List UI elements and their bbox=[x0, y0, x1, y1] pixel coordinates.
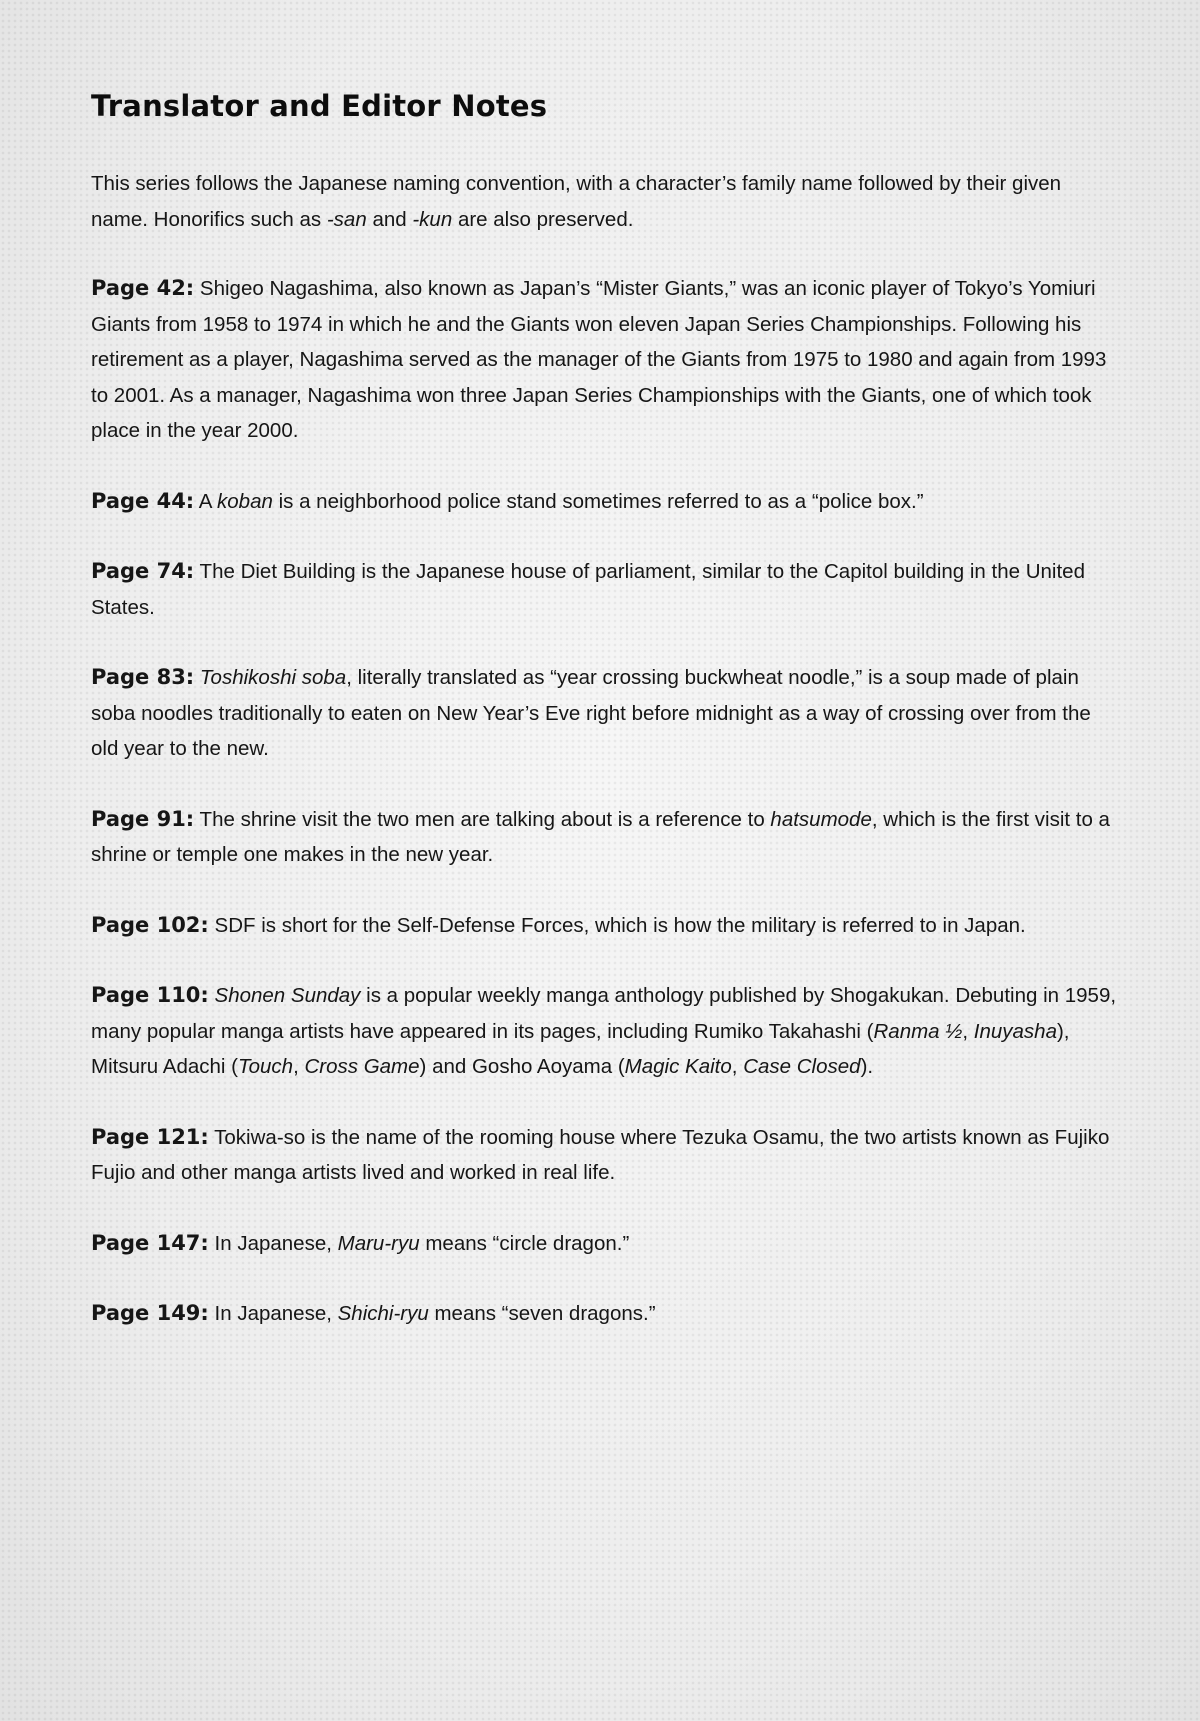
honorific-san: -san bbox=[326, 207, 367, 231]
note-page-label: Page 83: bbox=[91, 665, 195, 689]
note-text: , bbox=[962, 1019, 974, 1043]
notes-page bbox=[91, 84, 1121, 1367]
note-text: ). bbox=[860, 1055, 874, 1078]
note-text: SDF is short for the Self-Defense Forces, which is how the military is referred to in Japan. bbox=[208, 913, 1026, 937]
note-term: Inuyasha bbox=[973, 1019, 1057, 1043]
note-text: In Japanese, bbox=[208, 1231, 338, 1255]
note-text: ) and Gosho Aoyama ( bbox=[419, 1055, 625, 1078]
note-page-label: Page 110: bbox=[91, 983, 209, 1007]
note-text: In Japanese, bbox=[208, 1302, 338, 1325]
note-text: The shrine visit the two men are talking about is a reference to bbox=[194, 807, 771, 831]
honorific-kun: -kun bbox=[412, 207, 453, 231]
intro-text: and bbox=[366, 207, 413, 231]
note-page-label: Page 121: bbox=[91, 1124, 209, 1149]
note-term: Magic Kaito bbox=[624, 1055, 732, 1078]
note-term: Cross Game bbox=[304, 1055, 420, 1078]
note-text: means “seven dragons.” bbox=[428, 1302, 656, 1325]
note-text: is a neighborhood police stand sometimes referred to as a “police box.” bbox=[272, 489, 924, 513]
note-term: hatsumode bbox=[770, 807, 872, 831]
note-text: means “circle dragon.” bbox=[419, 1231, 630, 1255]
intro-paragraph bbox=[91, 166, 1121, 237]
note-page-110 bbox=[91, 978, 1121, 1085]
note-text: , bbox=[731, 1055, 744, 1078]
note-term: Toshikoshi soba bbox=[199, 666, 347, 689]
note-text: Tokiwa-so is the name of the rooming house where Tezuka Osamu, the two artists known as Fujiko Fujio and other manga artists lived and worked in real life. bbox=[91, 1125, 1110, 1184]
note-page-label: Page 147: bbox=[91, 1230, 209, 1255]
note-term: Shonen Sunday bbox=[214, 984, 361, 1007]
note-page-label: Page 42: bbox=[91, 276, 195, 300]
note-page-147 bbox=[91, 1226, 1121, 1262]
note-page-149 bbox=[91, 1296, 1121, 1332]
note-term: Case Closed bbox=[743, 1055, 861, 1078]
note-page-label: Page 44: bbox=[91, 488, 195, 513]
note-page-label: Page 91: bbox=[91, 806, 195, 831]
note-term: Touch bbox=[237, 1055, 294, 1078]
note-text: The Diet Building is the Japanese house of parliament, similar to the Capitol building in the United States. bbox=[91, 560, 1085, 619]
note-page-42 bbox=[91, 271, 1121, 449]
note-text: , literally translated as “year crossing buckwheat noodle,” is a soup made of plain soba noodles traditionally to eaten on New Year’s Eve right before midnight as a way of crossing over from the old year to the new. bbox=[91, 666, 1091, 760]
note-term: Shichi-ryu bbox=[337, 1302, 429, 1325]
note-text: , bbox=[293, 1055, 305, 1078]
note-page-74 bbox=[91, 554, 1121, 625]
note-text: Shigeo Nagashima, also known as Japan’s “Mister Giants,” was an iconic player of Tokyo’s Yomiuri Giants from 1958 to 1974 in which he and the Giants won eleven Japan Series Championships. Following his retirement as a player, Nagashima served as the manager of the Giants from 1975 to 1980 and again from 1993 to 2001. As a manager, Nagashima won three Japan Series Championships with the Giants, one of which took place in the year 2000. bbox=[91, 277, 1107, 442]
note-text: is a popular weekly manga anthology published by Shogakukan. Debuting in 1959, many popular manga artists have appeared in its pages, including Rumiko Takahashi ( bbox=[91, 984, 1117, 1043]
note-page-121 bbox=[91, 1120, 1121, 1191]
intro-text: are also preserved. bbox=[452, 207, 634, 231]
note-text: , which is the first visit to a shrine or temple one makes in the new year. bbox=[91, 807, 1110, 866]
note-page-label: Page 74: bbox=[91, 559, 195, 583]
page-title: Translator and Editor Notes bbox=[91, 89, 548, 123]
note-page-91 bbox=[91, 802, 1121, 873]
note-page-label: Page 102: bbox=[91, 912, 209, 937]
note-page-44 bbox=[91, 484, 1121, 520]
intro-text: This series follows the Japanese naming convention, with a character’s family name followed by their given name. Honorifics such as bbox=[91, 172, 1062, 231]
note-term: koban bbox=[217, 489, 273, 513]
note-text: A bbox=[194, 489, 218, 513]
note-page-102 bbox=[91, 908, 1121, 944]
note-term: Maru-ryu bbox=[337, 1231, 420, 1255]
note-text: ), Mitsuru Adachi ( bbox=[91, 1019, 1070, 1078]
note-page-label: Page 149: bbox=[91, 1301, 209, 1325]
note-page-83 bbox=[91, 660, 1121, 767]
note-term: Ranma ½ bbox=[873, 1019, 963, 1043]
